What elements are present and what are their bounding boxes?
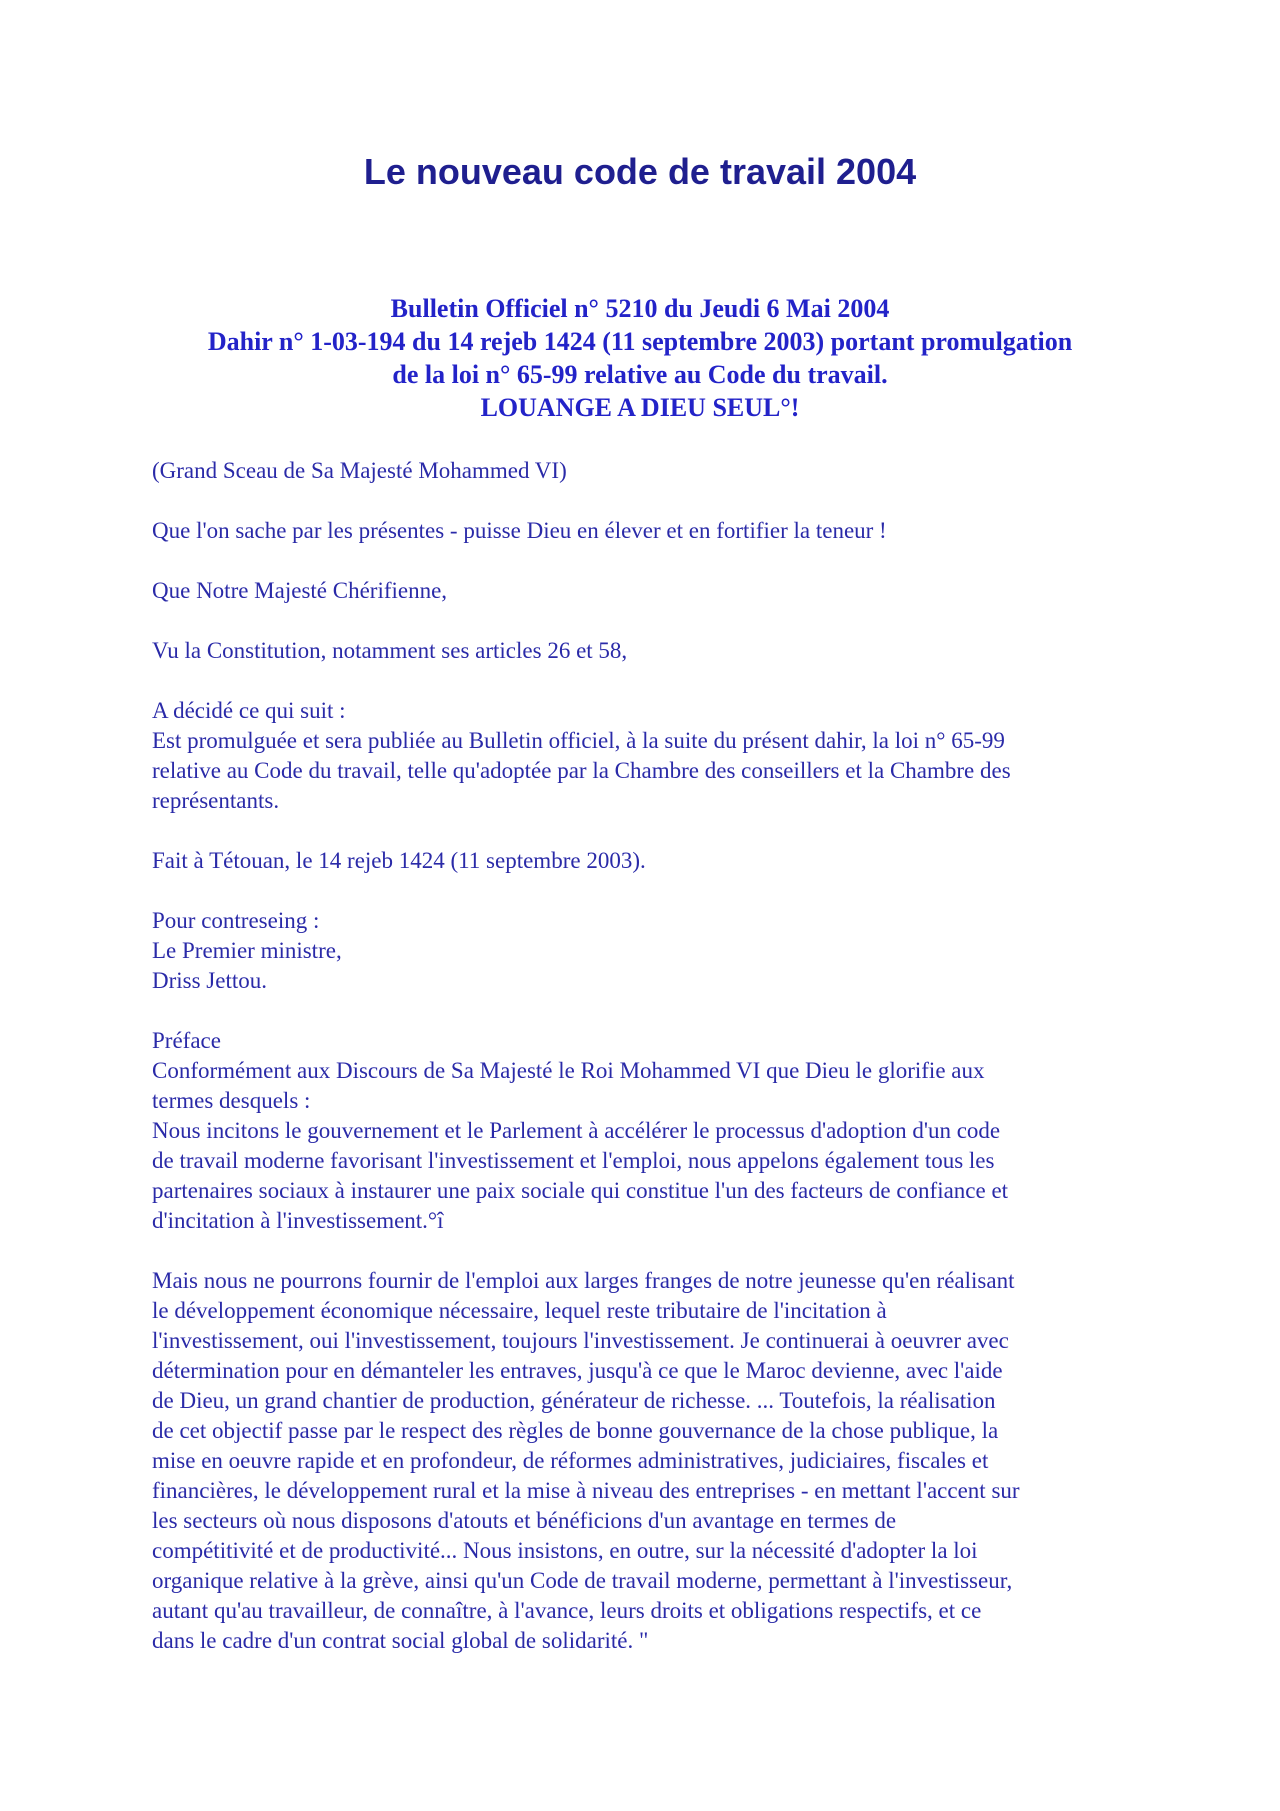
paragraph-line: représentants. xyxy=(152,788,280,813)
bulletin-header-line: de la loi n° 65-99 relative au Code du travail. xyxy=(392,360,888,389)
bulletin-header-line: LOUANGE A DIEU SEUL°! xyxy=(480,393,800,422)
paragraph-line: Mais nous ne pourrons fournir de l'emploi aux larges franges de notre jeunesse qu'en réalisant xyxy=(152,1268,1015,1293)
body-paragraph xyxy=(152,516,1142,546)
paragraph-line: (Grand Sceau de Sa Majesté Mohammed VI) xyxy=(152,458,567,483)
paragraph-line: Pour contreseing : xyxy=(152,908,320,933)
paragraph-line: de cet objectif passe par le respect des règles de bonne gouvernance de la chose publique, la xyxy=(152,1418,999,1443)
paragraph-line: détermination pour en démanteler les entraves, jusqu'à ce que le Maroc devienne, avec l'aide xyxy=(152,1358,1003,1383)
paragraph-line: Que Notre Majesté Chérifienne, xyxy=(152,578,448,603)
paragraph-line: le développement économique nécessaire, lequel reste tributaire de l'incitation à xyxy=(152,1298,887,1323)
bulletin-header xyxy=(140,292,1140,424)
paragraph-line: dans le cadre d'un contrat social global de solidarité. " xyxy=(152,1628,649,1653)
body-paragraph xyxy=(152,1266,1142,1656)
paragraph-line: Fait à Tétouan, le 14 rejeb 1424 (11 septembre 2003). xyxy=(152,848,646,873)
paragraph-line: les secteurs où nous disposons d'atouts et bénéficions d'un avantage en termes de xyxy=(152,1508,897,1533)
body-paragraph xyxy=(152,1026,1142,1236)
paragraph-line: autant qu'au travailleur, de connaître, à l'avance, leurs droits et obligations respectifs, et ce xyxy=(152,1598,982,1623)
bulletin-header-line: Dahir n° 1-03-194 du 14 rejeb 1424 (11 septembre 2003) portant promulgation xyxy=(207,327,1073,356)
body-paragraph xyxy=(152,576,1142,606)
body-paragraph xyxy=(152,846,1142,876)
paragraph-line: organique relative à la grève, ainsi qu'un Code de travail moderne, permettant à l'investisseur, xyxy=(152,1568,1013,1593)
paragraph-line: Nous incitons le gouvernement et le Parlement à accélérer le processus d'adoption d'un code xyxy=(152,1118,1001,1143)
body-paragraph xyxy=(152,696,1142,816)
paragraph-line: Est promulguée et sera publiée au Bulletin officiel, à la suite du présent dahir, la loi n° 65-99 xyxy=(152,728,1005,753)
document-body xyxy=(152,456,1142,1686)
paragraph-line: partenaires sociaux à instaurer une paix sociale qui constitue l'un des facteurs de confiance et xyxy=(152,1178,1009,1203)
paragraph-line: Préface xyxy=(152,1028,221,1053)
paragraph-line: Conformément aux Discours de Sa Majesté le Roi Mohammed VI que Dieu le glorifie aux xyxy=(152,1058,985,1083)
paragraph-line: relative au Code du travail, telle qu'adoptée par la Chambre des conseillers et la Chambre des xyxy=(152,758,1011,783)
body-paragraph xyxy=(152,636,1142,666)
document-title: Le nouveau code de travail 2004 xyxy=(363,151,917,192)
paragraph-line: de Dieu, un grand chantier de production, générateur de richesse. ... Toutefois, la réalisation xyxy=(152,1388,996,1413)
paragraph-line: l'investissement, oui l'investissement, toujours l'investissement. Je continuerai à oeuvrer avec xyxy=(152,1328,1009,1353)
paragraph-line: mise en oeuvre rapide et en profondeur, de réformes administratives, judiciaires, fiscales et xyxy=(152,1448,989,1473)
paragraph-line: financières, le développement rural et la mise à niveau des entreprises - en mettant l'accent sur xyxy=(152,1478,1020,1503)
paragraph-line: Le Premier ministre, xyxy=(152,938,342,963)
body-paragraph xyxy=(152,456,1142,486)
paragraph-line: A décidé ce qui suit : xyxy=(152,698,346,723)
paragraph-line: d'incitation à l'investissement.°î xyxy=(152,1208,444,1233)
paragraph-line: termes desquels : xyxy=(152,1088,311,1113)
paragraph-line: Que l'on sache par les présentes - puisse Dieu en élever et en fortifier la teneur ! xyxy=(152,518,887,543)
bulletin-header-line: Bulletin Officiel n° 5210 du Jeudi 6 Mai 2004 xyxy=(390,294,890,323)
paragraph-line: Vu la Constitution, notamment ses articles 26 et 58, xyxy=(152,638,628,663)
paragraph-line: Driss Jettou. xyxy=(152,968,267,993)
paragraph-line: de travail moderne favorisant l'investissement et l'emploi, nous appelons également tous les xyxy=(152,1148,995,1173)
paragraph-line: compétitivité et de productivité... Nous insistons, en outre, sur la nécessité d'adopter la loi xyxy=(152,1538,978,1563)
body-paragraph xyxy=(152,906,1142,996)
